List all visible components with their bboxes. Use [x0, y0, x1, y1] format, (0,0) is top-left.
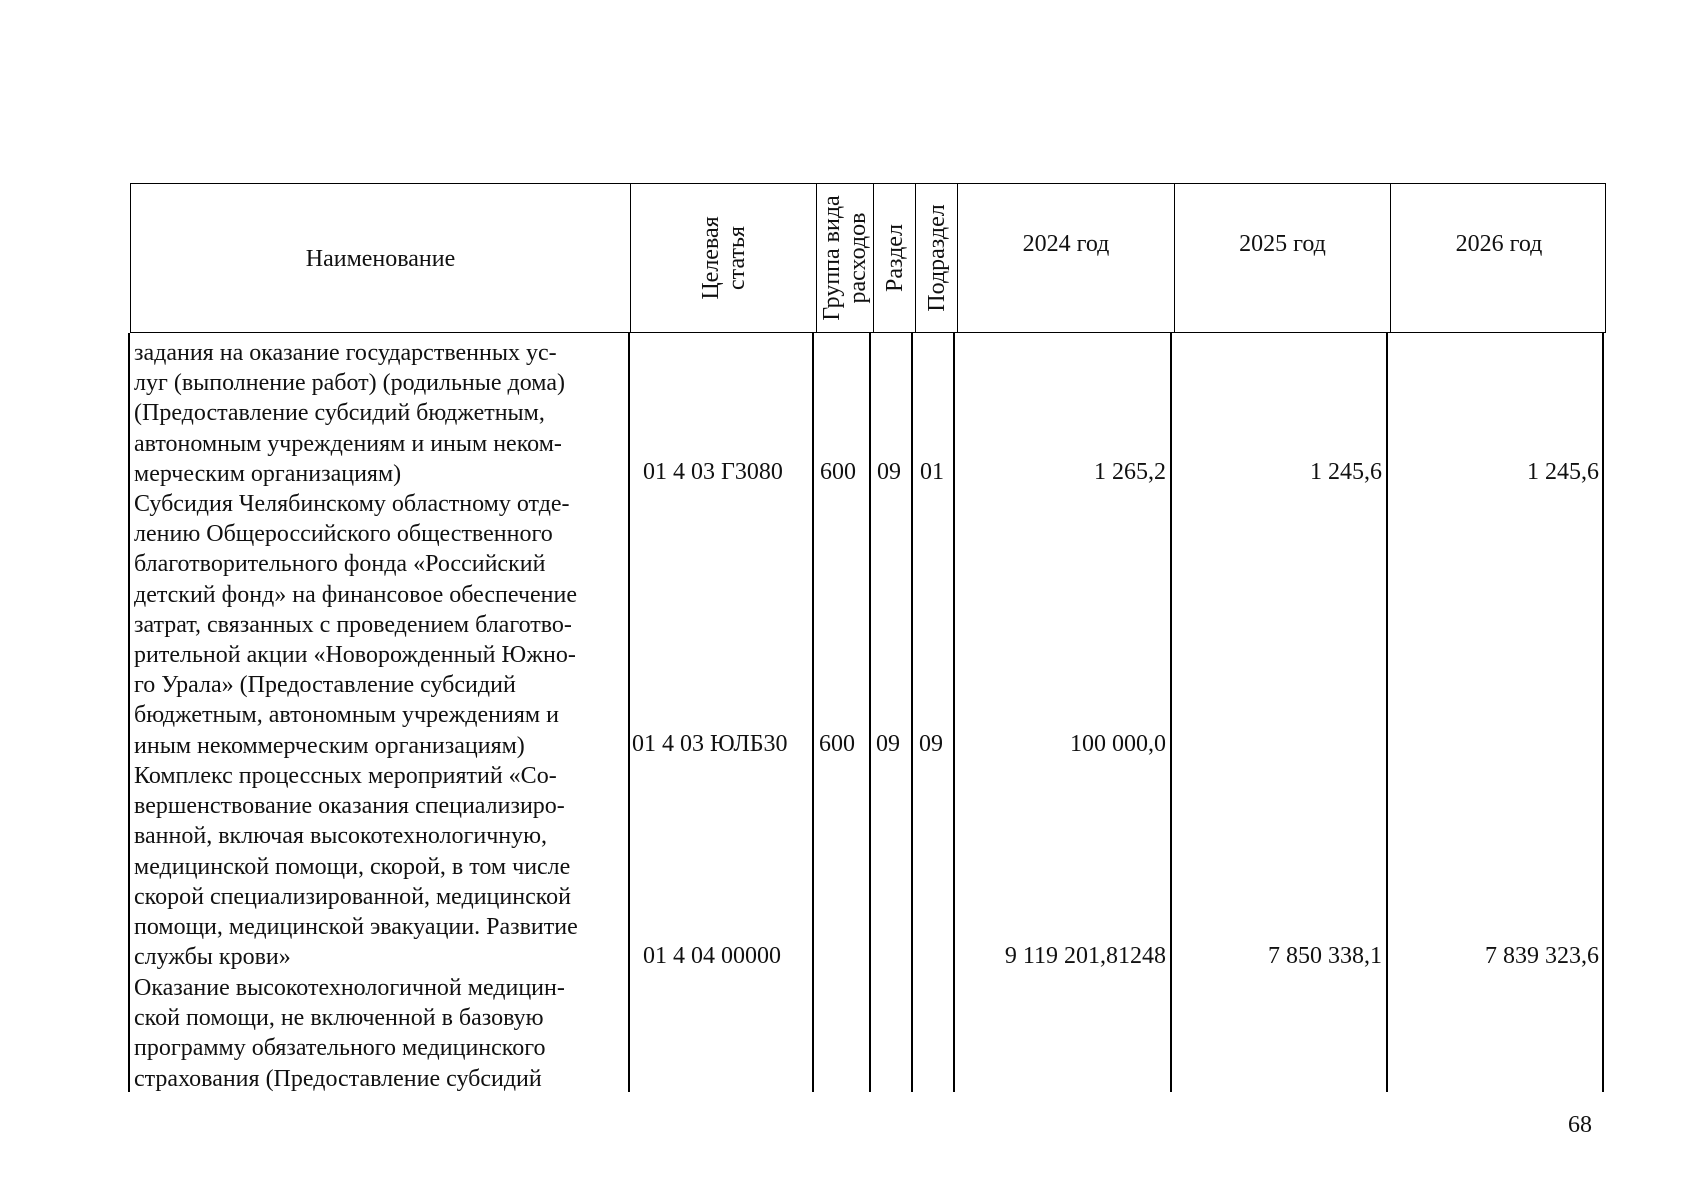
- table-cell-subsection: 01: [920, 459, 944, 485]
- column-divider: [128, 333, 130, 1092]
- header-subsection-cell: [916, 184, 958, 332]
- header-expense-group: Группа вида расходов: [819, 195, 871, 321]
- table-cell-2024: 100 000,0: [1070, 731, 1166, 757]
- table-cell-section: 09: [876, 731, 900, 757]
- header-target-article: Целевая статья: [697, 216, 750, 300]
- header-expense-group-cell: [817, 184, 874, 332]
- header-name-cell: [131, 184, 631, 332]
- table-cell-expense-group: 600: [820, 459, 856, 485]
- header-2026: 2026 год: [1455, 231, 1543, 257]
- table-cell-2026: 7 839 323,6: [1485, 943, 1599, 969]
- table-cell-subsection: 09: [919, 731, 943, 757]
- table-row-name: задания на оказание государственных ус- луг (выполнение работ) (родильные дома) (Предоставление субсидий бюджетным, автономным учреждениям и иным неком- мерческим организациям): [134, 340, 565, 487]
- header-target-article-cell: [631, 184, 817, 332]
- column-divider: [953, 333, 955, 1092]
- table-cell-2025: 1 245,6: [1310, 459, 1382, 485]
- table-row-name: Субсидия Челябинскому областному отде- лению Общероссийского общественного благотворительного фонда «Российский детский фонд» на финансовое обеспечение затрат, связанных с проведением благотво- рительной акции «Новорожденный Южно- го Урала» (Предоставление субсидий бюджетным, автономным учреждениям и иным некоммерческим организациям): [134, 491, 578, 759]
- header-section-cell: [874, 184, 916, 332]
- table-cell-target-article: 01 4 04 00000: [643, 943, 781, 969]
- table-cell-target-article: 01 4 03 ЮЛБ30: [632, 731, 788, 757]
- header-2025: 2025 год: [1239, 231, 1326, 257]
- column-divider: [911, 333, 913, 1092]
- column-divider: [1170, 333, 1172, 1092]
- column-divider: [869, 333, 871, 1092]
- table-cell-2024: 9 119 201,81248: [1004, 943, 1166, 969]
- table-cell-section: 09: [877, 459, 901, 485]
- table-header: [130, 183, 1606, 333]
- page-number: 68: [1568, 1112, 1592, 1138]
- header-subsection: Подраздел: [923, 204, 950, 312]
- column-divider: [1602, 333, 1604, 1092]
- column-divider: [1386, 333, 1388, 1092]
- table-row-name: Оказание высокотехнологичной медицин- ской помощи, не включенной в базовую программу обязательного медицинского страхования (Предоставление субсидий: [134, 975, 565, 1092]
- header-2024: 2024 год: [1022, 231, 1110, 257]
- table-row-name: Комплекс процессных мероприятий «Со- вершенствование оказания специализиро- ванной, включая высокотехнологичную, медицинской помощи, скорой, в том числе скорой специализированной, медицинской помощи, медицинской эвакуации. Развитие службы крови»: [134, 763, 578, 971]
- table-cell-expense-group: 600: [819, 731, 855, 757]
- table-cell-2025: 7 850 338,1: [1268, 943, 1382, 969]
- table-cell-2026: 1 245,6: [1527, 459, 1599, 485]
- header-2026-cell: [1391, 184, 1607, 332]
- header-name: Наименование: [305, 246, 456, 272]
- header-2024-cell: [958, 184, 1175, 332]
- header-2025-cell: [1175, 184, 1391, 332]
- table-cell-2024: 1 265,2: [1094, 459, 1166, 485]
- column-divider: [628, 333, 630, 1092]
- table-cell-target-article: 01 4 03 Г3080: [643, 459, 783, 485]
- column-divider: [812, 333, 814, 1092]
- header-section: Раздел: [881, 224, 908, 292]
